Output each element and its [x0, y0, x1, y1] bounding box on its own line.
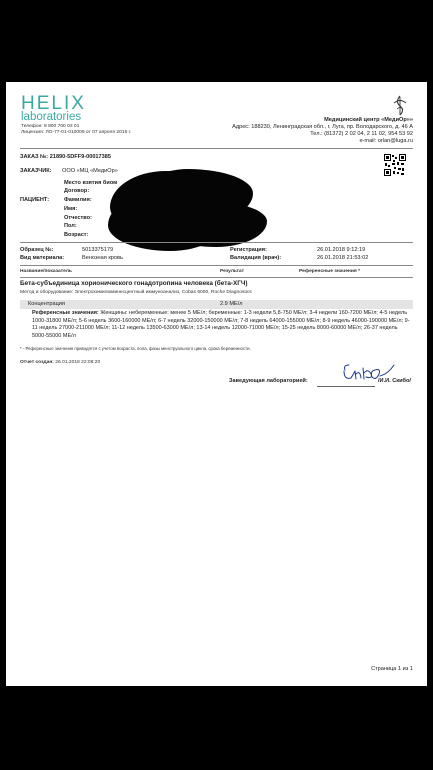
concentration-label: Концентрация: [28, 301, 65, 307]
registration-value: 26.01.2018 9:12:19: [317, 247, 366, 253]
center-name: Медицинский центр «МедиОр»»: [324, 117, 413, 123]
reference-values: [32, 310, 410, 340]
table-header-divider: [20, 277, 413, 278]
reference-text: Женщины: небеременные: менее 5 МЕ/л; беременные: 1-3 недели 5,8-750 МЕ/л; 3-4 недели 160-7200 МЕ/л; 4-5 недель 1000-31800 МЕ/л; 5-6 недель 3600-160000 МЕ/л; 6-7 недель 32000-150000 МЕ/л; 7-8 недель 64000-155000 МЕ/л; 8-9 недель 46000-190000 МЕ/л; 9-11 недель 27000-211000 МЕ/л; 11-12 недель 13500-63000 МЕ/л; 13-14 недель 12000-71000 МЕ/л; 15-25 недель 8000-60000 МЕ/л; 26-37 недель 5000-55000 МЕ/л: [32, 310, 410, 339]
validation-value: 26.01.2018 21:53:02: [317, 255, 369, 261]
patient-field-age: Возраст:: [64, 232, 89, 238]
validation-label: Валидация (врач):: [230, 255, 282, 261]
report-created-label: Отчет создан:: [20, 360, 54, 365]
helix-logo-subtitle: laboratories: [21, 111, 82, 123]
redaction-blot: [110, 171, 237, 237]
registration-label: Регистрация:: [230, 247, 267, 253]
page-number: Страница 1 из 1: [371, 666, 413, 672]
order-label: ЗАКАЗ №:: [20, 154, 49, 160]
handwritten-signature: [342, 362, 396, 388]
report-created: [20, 360, 100, 366]
center-phone: Тел.: (81372) 2 02 04, 2 11 02, 954 53 92: [310, 131, 413, 137]
patient-field-contract: Договор:: [64, 188, 90, 194]
column-header-reference: Референсные значения *: [299, 269, 361, 274]
report-created-value: 26.01.2018 22:08:20: [55, 360, 101, 365]
column-header-result: Результат: [220, 269, 245, 274]
customer-label: ЗАКАЗЧИК:: [20, 168, 52, 174]
document-page: [6, 82, 427, 686]
sample-divider: [20, 265, 413, 266]
patient-field-sex: Пол:: [64, 223, 77, 229]
patient-field-name: Имя:: [64, 206, 78, 212]
patient-field-sample-site: Место взятия биом: [64, 180, 118, 186]
order-value: 21890-5DFF9-00017385: [49, 154, 111, 160]
customer-value: ООО «МЦ «МедиОр»: [62, 168, 118, 174]
patient-field-surname: Фамилия:: [64, 197, 92, 203]
concentration-row: [20, 300, 413, 309]
order-number: [20, 154, 111, 160]
patient-divider: [20, 242, 413, 243]
head-name: /И.И. Скибо/: [378, 378, 411, 384]
header-divider: [20, 148, 413, 149]
sample-value: 5013375179: [82, 247, 114, 253]
material-label: Вид материала:: [20, 255, 65, 261]
head-label: Заведующая лабораторией:: [229, 378, 308, 384]
lab-phone: Телефон: 8 800 700 03 01: [21, 124, 80, 129]
reference-label: Референсные значения:: [32, 310, 99, 316]
footnote: * - Референсные значения приводятся с учетом возраста, пола, фазы менструального цикла, срока беременности.: [20, 346, 251, 351]
patient-field-patronymic: Отчество:: [64, 215, 92, 221]
patient-label: ПАЦИЕНТ:: [20, 197, 50, 203]
lab-license: Лицензия: ЛО-77-01-010009 от 07 апреля 2015 г.: [21, 130, 132, 135]
center-address: Адрес: 188230, Ленинградская обл., г. Луга, пр. Володарского, д. 46 А: [232, 124, 413, 130]
concentration-value: 2.9 МЕ/л: [220, 301, 243, 307]
material-value: Венозная кровь: [82, 255, 123, 261]
test-method: Метод и оборудование: Электрохемилюминесцентный иммуноанализ, Cobas 6000, Roche Diagnostics: [20, 290, 252, 295]
center-email: e-mail: orlan@luga.ru: [359, 138, 413, 144]
qr-code-icon: [384, 154, 406, 176]
column-header-name: Название/показатель: [20, 269, 72, 274]
test-title: Бета-субъединица хорионического гонадотропина человека (бета-ХГЧ): [20, 280, 248, 287]
helix-logo: HELIX: [21, 93, 86, 114]
medior-emblem-icon: [389, 94, 411, 116]
sample-label: Образец №:: [20, 247, 54, 253]
